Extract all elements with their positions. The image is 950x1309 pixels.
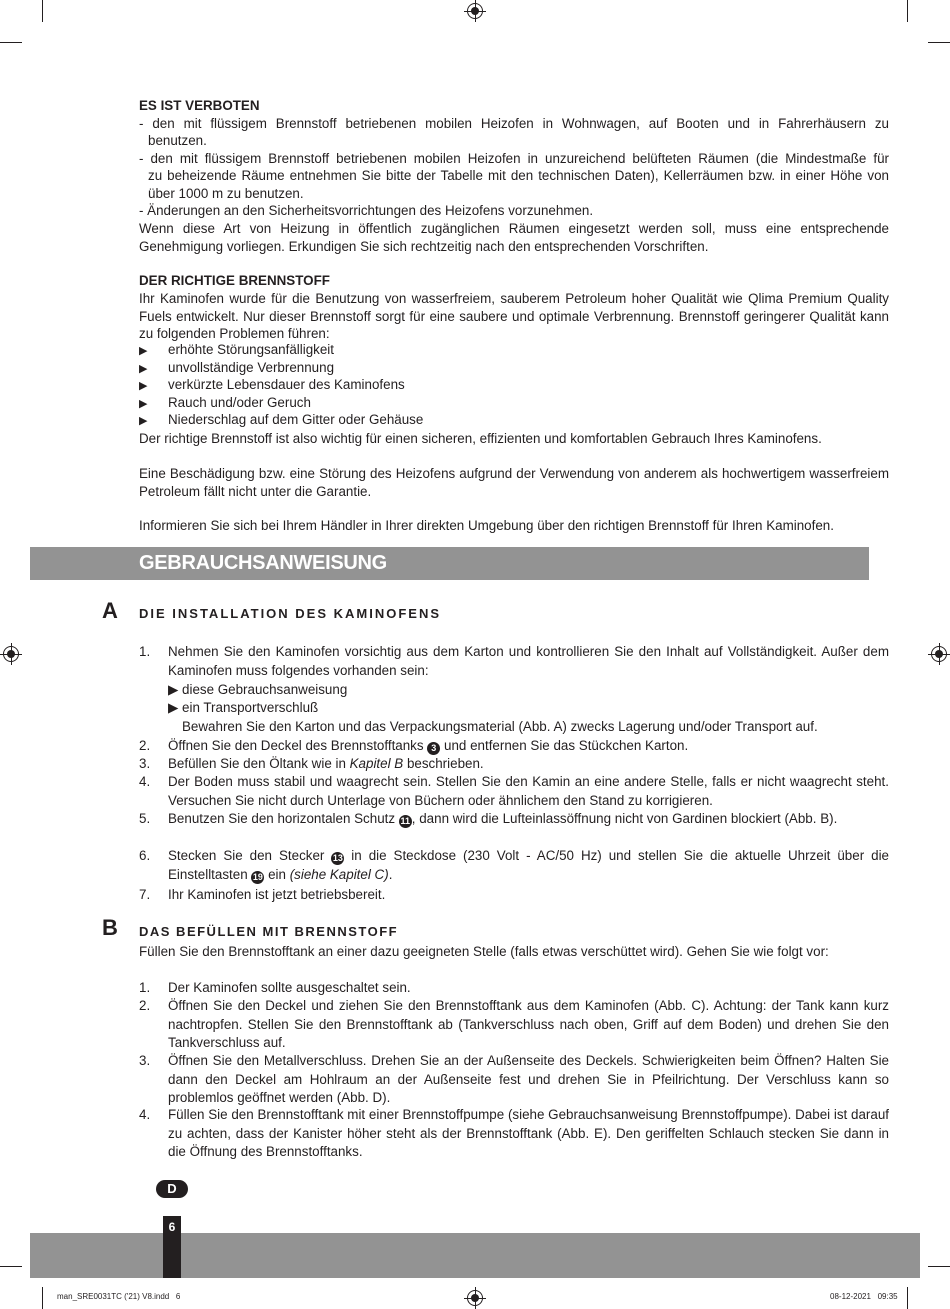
verboten-item-2: - den mit flüssigem Brennstoff betriebenen mobilen Heizofen in unzureichend belüfteten Räumen (die Mindestmaße für bbox=[139, 151, 889, 166]
crop-mark bbox=[42, 1287, 43, 1309]
bullet-item: verkürzte Lebensdauer des Kaminofens bbox=[168, 377, 405, 393]
registration-mark-icon bbox=[931, 646, 947, 662]
a-step-5-text: Benutzen Sie den horizontalen Schutz 11 , dann wird die Lufteinlassöffnung nicht von Gardinen blockiert (Abb. B). bbox=[168, 811, 838, 826]
verboten-item-2-cont: zu beheizende Räume entnehmen Sie bitte der Tabelle mit den technischen Daten), Kellerräumen bzw. in einer Höhe von bbox=[148, 168, 889, 183]
bullet-item: erhöhte Störungsanfälligkeit bbox=[168, 342, 335, 357]
b-step-text: Der Kaminofen sollte ausgeschaltet sein. bbox=[168, 980, 411, 995]
step-number: 7. bbox=[139, 887, 151, 902]
registration-mark-icon bbox=[467, 3, 483, 19]
verboten-paragraph: Wenn diese Art von Heizung in öffentlich zugänglichen Räumen eingesetzt werden soll, muss eine entsprechende Genehmigung vorliegen. Erkundigen Sie sich rechtzeitig nach den entsprechenden Vorschriften. bbox=[139, 221, 889, 254]
brennstoff-summary: Der richtige Brennstoff ist also wichtig für einen sicheren, effizienten und komfortablen Gebrauch Ihres Kaminofens. bbox=[139, 431, 822, 446]
step-number: 1. bbox=[139, 980, 151, 995]
crop-mark bbox=[0, 42, 22, 43]
section-b-title: DAS BEFÜLLEN MIT BRENNSTOFF bbox=[139, 924, 399, 939]
a-step-7-text: Ihr Kaminofen ist jetzt betriebsbereit. bbox=[168, 887, 386, 902]
a-step-1-text: Nehmen Sie den Kaminofen vorsichtig aus dem Karton und kontrollieren Sie den Inhalt auf Vollständigkeit. Außer dem Kaminofen muss folgendes vorhanden sein: bbox=[168, 644, 889, 678]
a-step-1-sub-2: ▶ ein Transportverschluß bbox=[168, 700, 319, 715]
section-a-letter: A bbox=[102, 598, 118, 623]
b-step-text: Öffnen Sie den Deckel und ziehen Sie den Brennstofftank aus dem Kaminofen (Abb. C). Achtung: der Tank kann kurz nachtropfen. Stellen Sie den Brennstofftank ab (Tankverschluss nach oben, Griff auf dem Boden) und drehen Sie den Tankverschluss auf. bbox=[168, 998, 889, 1050]
triangle-right-icon: ▶ bbox=[139, 397, 148, 410]
part-reference: 3 bbox=[427, 742, 440, 755]
bullet-item: Rauch und/oder Geruch bbox=[168, 394, 311, 410]
a-step-4-text: Der Boden muss stabil und waagrecht sein. Stellen Sie den Kamin an eine andere Stelle, falls er nicht waagrecht steht. Versuchen Sie nicht durch Unterlage von Büchern oder ähnlichem den Stand zu korrigieren. bbox=[168, 774, 889, 808]
part-reference: 19 bbox=[252, 871, 263, 882]
section-b-intro: Füllen Sie den Brennstofftank an einer dazu geeigneten Stelle (falls etwas verschüttet wird). Gehen Sie wie folgt vor: bbox=[139, 944, 829, 959]
a-step-1-sub-1: ▶ diese Gebrauchsanweisung bbox=[168, 682, 348, 697]
triangle-right-icon: ▶ bbox=[139, 380, 148, 393]
verboten-item-1-cont: benutzen. bbox=[148, 133, 207, 148]
registration-mark-icon bbox=[3, 646, 19, 662]
crop-mark bbox=[928, 1266, 950, 1267]
step-number: 6. bbox=[139, 848, 151, 863]
brennstoff-dealer: Informieren Sie sich bei Ihrem Händler in Ihrer direkten Umgebung über den richtigen Brennstoff für Ihren Kaminofen. bbox=[139, 518, 834, 533]
page-number: 6 bbox=[168, 1220, 176, 1234]
slug-left: man_SRE0031TC ('21) V8.indd 6 bbox=[57, 1292, 181, 1301]
crop-mark bbox=[928, 42, 950, 43]
section-a-title: DIE INSTALLATION DES KAMINOFENS bbox=[139, 606, 442, 621]
triangle-right-icon: ▶ bbox=[139, 345, 148, 357]
registration-mark-icon bbox=[467, 1290, 483, 1306]
verboten-heading: ES IST VERBOTEN bbox=[139, 98, 260, 113]
b-step-text: Füllen Sie den Brennstofftank mit einer Brennstoffpumpe (siehe Gebrauchsanweisung Brennstoffpumpe). Dabei ist darauf zu achten, dass der Kanister höher steht als der Brennstofftank (Abb. E). Den geriffelten Schlauch stecken Sie dann in die Öffnung des Brennstofftanks. bbox=[168, 1107, 889, 1159]
step-number: 3. bbox=[139, 1053, 151, 1068]
step-number: 4. bbox=[139, 774, 151, 789]
verboten-item-1: - den mit flüssigem Brennstoff betriebenen mobilen Heizofen in Wohnwagen, auf Booten und in Fahrerhäusern zu bbox=[139, 116, 889, 131]
bullet-item: Niederschlag auf dem Gitter oder Gehäuse bbox=[168, 412, 424, 428]
step-number: 2. bbox=[139, 738, 151, 753]
brennstoff-warranty: Eine Beschädigung bzw. eine Störung des Heizofens aufgrund der Verwendung von anderem als hochwertigem wasserfreiem Petroleum fällt nicht unter die Garantie. bbox=[139, 466, 889, 499]
step-number: 2. bbox=[139, 998, 151, 1013]
section-b-letter: B bbox=[102, 915, 118, 940]
crop-mark bbox=[907, 1287, 908, 1309]
bullet-item: unvollständige Verbrennung bbox=[168, 359, 335, 375]
verboten-item-3: - Änderungen an den Sicherheitsvorrichtungen des Heizofens vorzunehmen. bbox=[139, 203, 594, 218]
a-step-1-keep: Bewahren Sie den Karton und das Verpackungsmaterial (Abb. A) zwecks Lagerung und/oder Transport auf. bbox=[182, 719, 818, 734]
step-number: 3. bbox=[139, 756, 151, 771]
slug-right: 08-12-2021 09:35 bbox=[830, 1292, 898, 1301]
language-badge: D bbox=[156, 1180, 188, 1198]
a-step-6-text: Stecken Sie den Stecker 13 in die Steckdose (230 Volt - AC/50 Hz) und stellen Sie die aktuelle Uhrzeit über die Einstelltasten 19 ein (siehe Kapitel C). bbox=[168, 848, 889, 882]
triangle-right-icon: ▶ bbox=[139, 415, 148, 428]
b-step-text: Öffnen Sie den Metallverschluss. Drehen Sie an der Außenseite des Deckels. Schwierigkeiten beim Öffnen? Halten Sie dann den Deckel am Hohlraum an der Außenseite fest und drehen Sie in Pfeilrichtung. Der Verschluss kann so problemlos geöffnet werden (Abb. D). bbox=[168, 1053, 889, 1105]
step-number: 1. bbox=[139, 644, 151, 659]
verboten-item-2-cont2: über 1000 m zu benutzen. bbox=[148, 186, 304, 201]
triangle-right-icon: ▶ bbox=[139, 362, 148, 375]
crop-mark bbox=[0, 1266, 22, 1267]
crop-mark bbox=[42, 0, 43, 22]
part-reference: 11 bbox=[400, 816, 411, 826]
brennstoff-intro: Ihr Kaminofen wurde für die Benutzung von wasserfreiem, sauberem Petroleum hoher Qualität wie Qlima Premium Quality Fuels entwickelt. Nur dieser Brennstoff sorgt für eine saubere und optimale Verbrennung. Brennstoff geringerer Qualität kann zu folgenden Problemen führen: bbox=[139, 291, 889, 341]
section-banner bbox=[30, 547, 869, 580]
banner-title: GEBRAUCHSANWEISUNG bbox=[139, 552, 387, 574]
step-number: 5. bbox=[139, 811, 151, 826]
brennstoff-heading: DER RICHTIGE BRENNSTOFF bbox=[139, 273, 330, 288]
part-reference: 13 bbox=[332, 853, 343, 863]
page-number-tab bbox=[163, 1216, 181, 1278]
step-number: 4. bbox=[139, 1107, 151, 1122]
a-step-2-text: Öffnen Sie den Deckel des Brennstofftanks 3 und entfernen Sie das Stückchen Karton. bbox=[168, 738, 689, 753]
a-step-3-text: Befüllen Sie den Öltank wie in Kapitel B beschrieben. bbox=[168, 756, 484, 771]
crop-mark bbox=[907, 0, 908, 22]
